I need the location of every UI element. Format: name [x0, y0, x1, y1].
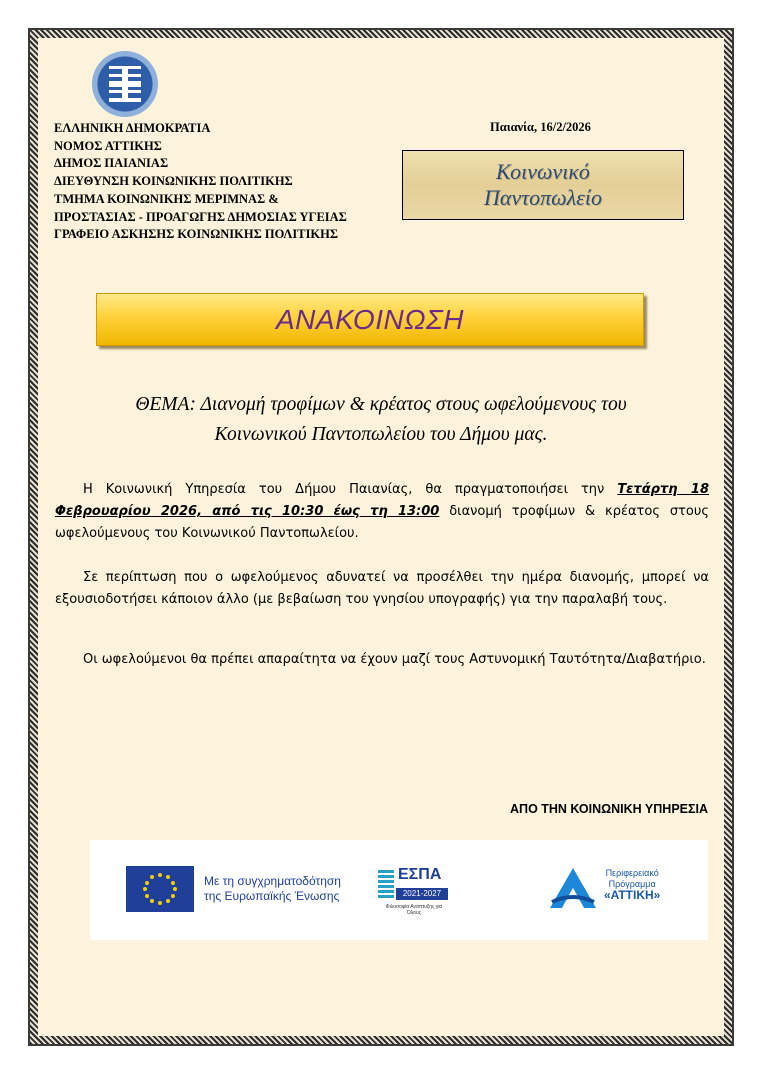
p2-text: Σε περίπτωση που ο ωφελούμενος αδυνατεί να προσέλθει την ημέρα διανομής, μπορεί να εξουσιοδοτήσει κάποιον άλλο (με βεβαίωση του γνησίου υπογραφής) για την παραλαβή τους.	[55, 570, 709, 607]
header-line: ΝΟΜΟΣ ΑΤΤΙΚΗΣ	[54, 138, 162, 153]
paragraph-id-requirement	[55, 649, 709, 671]
eu-line-2: της Ευρωπαϊκής Ένωσης	[204, 889, 340, 903]
eu-cofinancing-text	[204, 874, 341, 904]
eu-flag-icon	[126, 866, 194, 912]
announcement-banner	[96, 293, 644, 346]
subject-line-2: Κοινωνικού Παντοπωλείου του Δήμου μας.	[214, 424, 548, 445]
header-line: ΤΜΗΜΑ ΚΟΙΝΩΝΙΚΗΣ ΜΕΡΙΜΝΑΣ &	[54, 191, 279, 206]
espa-logo	[378, 866, 450, 914]
attiki-program-icon	[546, 864, 600, 914]
espa-tagline: Φιλοσοφία Ανάπτυξης για Όλους	[385, 904, 443, 916]
header-line: ΓΡΑΦΕΙΟ ΑΣΚΗΣΗΣ ΚΟΙΝΩΝΙΚΗΣ ΠΟΛΙΤΙΚΗΣ	[54, 227, 339, 242]
subject-heading	[58, 390, 704, 450]
funding-logos	[90, 840, 708, 940]
document-date: Παιανία, 16/2/2026	[490, 120, 591, 134]
paragraph-distribution	[55, 479, 709, 545]
logo-line-1: Κοινωνικό	[496, 159, 590, 184]
attiki-line-3: «ΑΤΤΙΚΗ»	[604, 888, 661, 902]
eu-line-1: Με τη συγχρηματοδότηση	[204, 874, 341, 888]
header-line: ΕΛΛΗΝΙΚΗ ΔΗΜΟΚΡΑΤΙΑ	[54, 121, 211, 135]
attiki-line-1: Περιφερειακό	[605, 868, 659, 878]
attiki-line-2: Πρόγραμμα	[608, 879, 656, 889]
espa-years: 2021-2027	[396, 888, 448, 900]
espa-title: ΕΣΠΑ	[398, 866, 442, 883]
header-line: ΔΗΜΟΣ ΠΑΙΑΝΙΑΣ	[54, 156, 169, 171]
banner-title: ΑΝΑΚΟΙΝΩΣΗ	[276, 303, 464, 335]
espa-stripes-icon	[378, 870, 394, 898]
distribution-datetime: Τετάρτη 18 Φεβρουαρίου 2026, από τις 10:30 έως τη 13:00	[55, 482, 709, 519]
greek-emblem-icon	[92, 51, 158, 117]
p1-start: Η Κοινωνική Υπηρεσία του Δήμου Παιανίας, θα πραγματοποιήσει την	[83, 482, 618, 497]
logo-line-2: Παντοπωλείο	[484, 185, 602, 210]
paragraph-authorization	[55, 567, 709, 611]
document-page	[38, 38, 724, 1036]
p3-text: Οι ωφελούμενοι θα πρέπει απαραίτητα να έχουν μαζί τους Αστυνομική Ταυτότητα/Διαβατήριο.	[83, 652, 706, 667]
header-line: ΔΙΕΥΘΥΝΣΗ ΚΟΙΝΩΝΙΚΗΣ ΠΟΛΙΤΙΚΗΣ	[54, 174, 293, 189]
social-grocery-logo	[402, 150, 684, 220]
subject-line-1: ΘΕΜΑ: Διανομή τροφίμων & κρέατος στους ωφελούμενους του	[135, 394, 627, 415]
attiki-program-text	[604, 868, 660, 902]
header-line: ΠΡΟΣΤΑΣΙΑΣ - ΠΡΟΑΓΩΓΗΣ ΔΗΜΟΣΙΑΣ ΥΓΕΙΑΣ	[54, 209, 347, 224]
issuer-header	[54, 120, 347, 244]
signature: ΑΠΟ ΤΗΝ ΚΟΙΝΩΝΙΚΗ ΥΠΗΡΕΣΙΑ	[510, 802, 708, 816]
p1-end: διανομή τροφίμων & κρέατος στους ωφελούμενους του Κοινωνικού Παντοπωλείου.	[55, 504, 709, 541]
